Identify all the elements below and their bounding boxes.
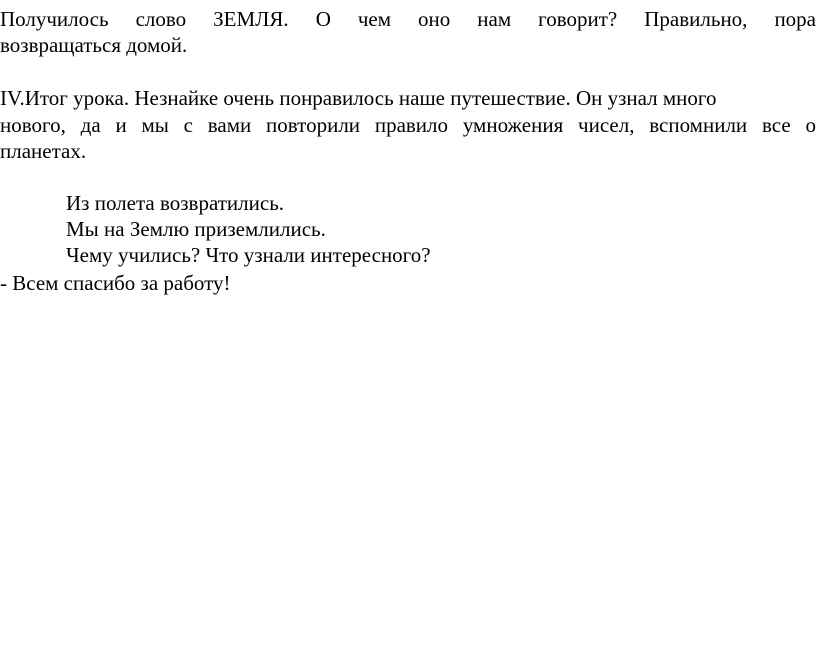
word: вами (207, 113, 252, 137)
closing-line: - Всем спасибо за работу! (0, 271, 231, 295)
word: Правильно, (644, 7, 748, 31)
word: слово (135, 7, 187, 31)
word: о (805, 113, 816, 137)
poem-line-1: Из полета возвратились. (66, 191, 285, 215)
word: правило (374, 113, 449, 137)
word: чем (357, 7, 392, 31)
paragraph-2-line-2 (0, 112, 816, 138)
word: все (761, 113, 791, 137)
word: оно (418, 7, 451, 31)
word: нового, (0, 113, 66, 137)
word: пора (774, 7, 816, 31)
word: и (115, 113, 127, 137)
word: да (80, 113, 101, 137)
word: ЗЕМЛЯ. (213, 7, 289, 31)
word: мы (141, 113, 169, 137)
paragraph-1-line-2: возвращаться домой. (0, 33, 188, 57)
word: чисел, (578, 113, 635, 137)
word: нам (477, 7, 512, 31)
word: Получилось (0, 7, 109, 31)
word: повторили (266, 113, 361, 137)
poem-line-2: Мы на Землю приземлились. (66, 217, 326, 241)
word: умножения (462, 113, 564, 137)
word: О (315, 7, 331, 31)
paragraph-2-line-1: IV.Итог урока. Незнайке очень понравилось наше путешествие. Он узнал много (0, 86, 717, 110)
paragraph-2-line-3: планетах. (0, 139, 87, 163)
word: вспомнили (649, 113, 748, 137)
paragraph-1-line-1 (0, 6, 816, 32)
poem-line-3: Чему учились? Что узнали интересного? (66, 243, 431, 267)
word: с (183, 113, 193, 137)
word: говорит? (538, 7, 618, 31)
